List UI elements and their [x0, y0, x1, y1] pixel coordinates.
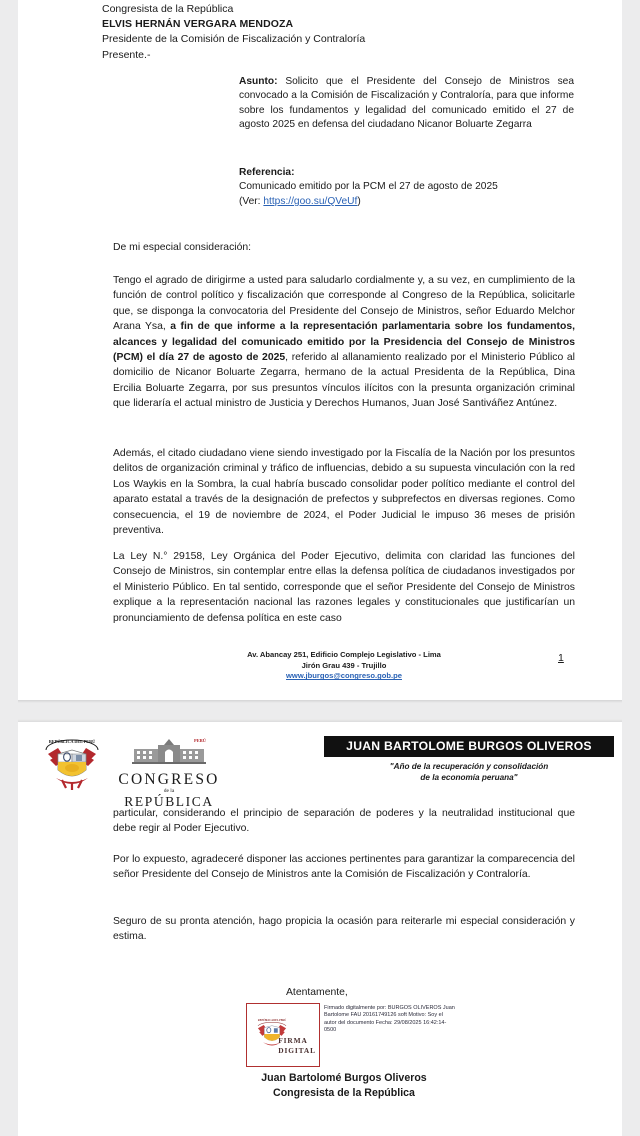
asunto-block [239, 75, 574, 133]
addressee-position: Presidente de la Comisión de Fiscalización y Contraloría [102, 33, 366, 46]
year-motto [324, 762, 614, 783]
body-paragraph-1 [113, 273, 575, 412]
signature-name-block [113, 1071, 575, 1100]
referencia-link[interactable]: https://goo.su/QVeUf [263, 195, 358, 207]
referencia-label: Referencia: [239, 167, 295, 178]
footer-address-line-1: Av. Abancay 251, Edificio Complejo Legislativo - Lima [247, 650, 441, 659]
congressman-name-banner: JUAN BARTOLOME BURGOS OLIVEROS [324, 736, 614, 757]
referencia-text: Comunicado emitido por la PCM el 27 de agosto de 2025 [239, 181, 498, 193]
signatory-title: Congresista de la República [273, 1086, 415, 1099]
svg-text:PERÚ: PERÚ [194, 738, 206, 743]
congress-building-icon [114, 736, 224, 766]
stamp-label-line-1: FIRMA [278, 1036, 308, 1045]
stamp-label-line-2: DIGITAL [278, 1045, 316, 1055]
body-paragraph-3: La Ley N.° 29158, Ley Orgánica del Poder Ejecutivo, delimita con claridad las funciones del Consejo de Ministros, sin contemplar entre ellas la defensa política de ciudadanos investigados por el Ministerio Público. En tal sentido, corresponde que el señor Presidente del Consejo de Ministros explique a la representación nacional las razones legales y constitucionales que justificarían un pronunciamiento de defensa política en este caso [113, 551, 575, 624]
footer-address-line-2: Jirón Grau 439 - Trujillo [301, 660, 387, 670]
footer-email-link[interactable]: www.jburgos@congreso.gob.pe [286, 671, 402, 681]
page-number: 1 [558, 652, 564, 664]
peru-coat-of-arms-icon [36, 734, 108, 796]
salutation: De mi especial consideración: [113, 242, 252, 253]
congreso-logo [114, 736, 224, 809]
digital-signature-stamp [246, 1003, 320, 1067]
firma-digital-label [278, 1036, 316, 1055]
body-paragraph-4: particular, considerando el principio de separación de poderes y la neutralidad institucional que debe regir al Poder Ejecutivo. [113, 808, 575, 835]
motto-line-1: "Año de la recuperación y consolidación [389, 762, 549, 771]
congreso-logo-line-2: REPÚBLICA [124, 794, 214, 809]
svg-text:REPÚBLICA DEL PERÚ: REPÚBLICA DEL PERÚ [257, 1019, 287, 1023]
digital-signature-details: Firmado digitalmente por: BURGOS OLIVEROS Juan Bartolome FAU 20161749126 soft Motivo: Soy el autor del documento Fecha: 29/08/2025 16:42:14-0500 [324, 1005, 455, 1034]
page-1-bottom-shadow [18, 700, 622, 703]
addressee-role: Congresista de la República [102, 3, 234, 15]
referencia-link-line [239, 195, 574, 209]
referencia-block [239, 166, 574, 209]
document-page-2 [18, 722, 622, 1136]
motto-line-2: de la economía peruana" [420, 772, 518, 782]
addressee-name: ELVIS HERNÁN VERGARA MENDOZA [102, 18, 294, 31]
addressee-block [102, 2, 572, 63]
body-paragraph-6: Seguro de su pronta atención, hago propicia la ocasión para reiterarle mi especial consideración y estima. [113, 916, 575, 943]
asunto-label: Asunto: [239, 76, 278, 87]
paragraph-1-bold: a fin de que informe a la representación parlamentaria sobre los fundamentos, alcances y legalidad del comunicado emitido por la Presidencia del Consejo de Ministros (PCM) el día 27 de agosto de 2025 [113, 321, 575, 364]
ver-prefix: (Ver: [239, 195, 264, 207]
body-paragraph-2: Además, el citado ciudadano viene siendo investigado por la Fiscalía de la Nación por los presuntos delitos de organización criminal y tráfico de influencias, debido a su supuesta vinculación con la red Los Waykis en la Sombra, la cual habría buscado consolidar poder político mediante el control del aparato estatal a través de la designación de prefectos y subprefectos en diversas regiones. Como consecuencia, el 19 de noviembre de 2024, el Poder Judicial le impuso 36 meses de prisión preventiva. [113, 448, 575, 537]
ver-suffix: ) [357, 195, 361, 207]
congreso-logo-line-mid: de la [163, 788, 175, 794]
document-page-1 [18, 0, 622, 700]
closing-salutation: Atentamente, [286, 987, 348, 998]
page-1-footer [113, 650, 575, 682]
body-paragraph-5: Por lo expuesto, agradeceré disponer las acciones pertinentes para garantizar la comparecencia del señor Presidente del Consejo de Ministros ante la Comisión de Fiscalización y Contraloría. [113, 854, 575, 881]
paragraph-1-part-1: Tengo el agrado de dirigirme a usted para saludarlo cordialmente y, a su vez, en cumplimiento de la función de control político y fiscalización que corresponde al Congreso de la República, solicitarle que, se disponga la convocatoria del Presidente del Consejo de Ministros, señor Eduardo Melchor Arana Ysa, [113, 275, 575, 333]
svg-text:REPÚBLICA DEL PERÚ: REPÚBLICA DEL PERÚ [48, 739, 96, 744]
paragraph-1-part-2: , referido al allanamiento realizado por el Ministerio Público al domicilio de Nicanor Boluarte Zegarra, hermano de la actual Presidenta de la República, Dina Ercilia Boluarte Zegarra, por sus presuntos vínculos ilícitos con la presunta organización criminal que lideraría el actual ministro de Justicia y Derechos Humanos, Juan José Santiváñez Antúnez. [113, 352, 575, 410]
congreso-logo-line-1: CONGRESO [118, 771, 220, 788]
addressee-present: Presente.- [102, 48, 151, 61]
signatory-name: Juan Bartolomé Burgos Oliveros [261, 1072, 427, 1084]
asunto-text: Solicito que el Presidente del Consejo de Ministros sea convocado a la Comisión de Fiscalización y Contraloría, para que informe sobre los fundamentos y legalidad del comunicado emitido el 27 de agosto 2025 en defensa del ciudadano Nicanor Boluarte Zegarra [239, 76, 574, 131]
